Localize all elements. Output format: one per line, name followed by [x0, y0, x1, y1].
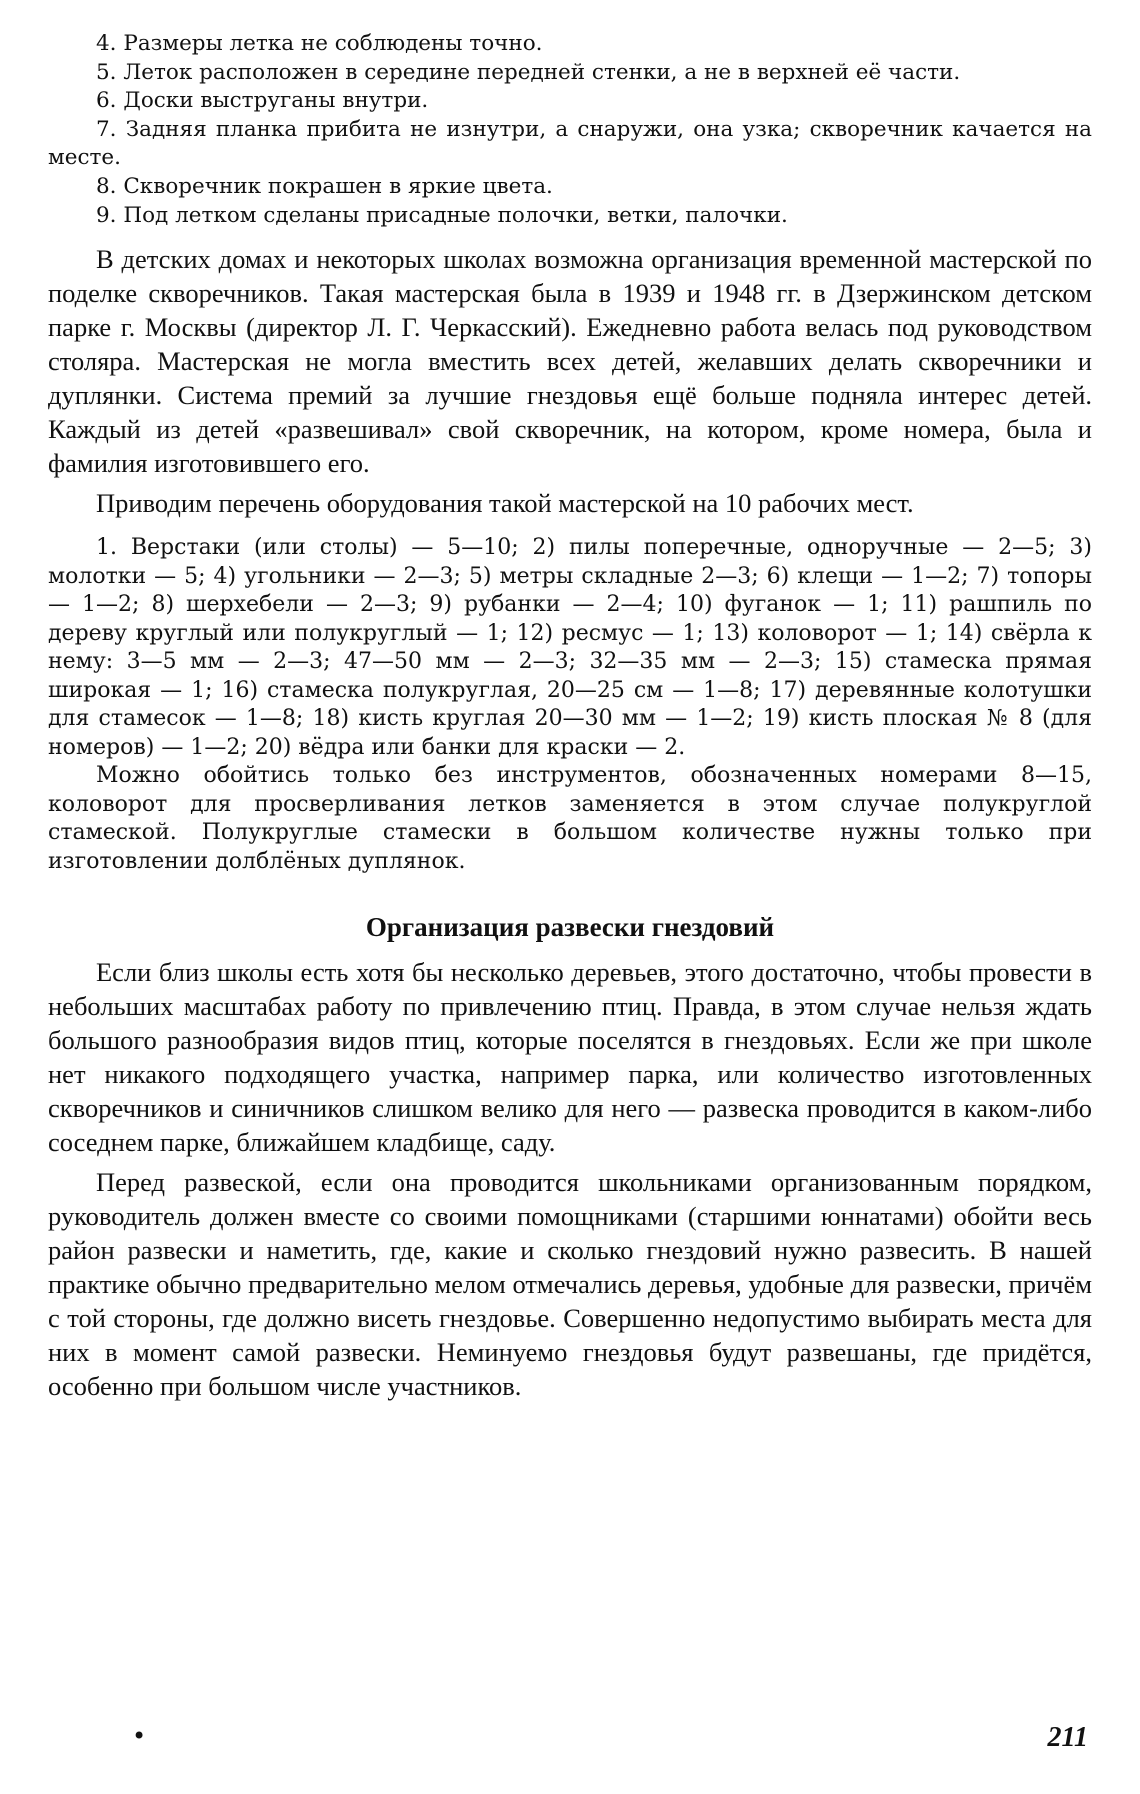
footer-mark: • — [132, 1722, 147, 1750]
list-item: 8. Скворечник покрашен в яркие цвета. — [96, 173, 553, 199]
list-item: 6. Доски выструганы внутри. — [96, 88, 429, 114]
list-item: 5. Леток расположен в середине передней стенки, а не в верхней её части. — [96, 59, 961, 85]
page-number: 211 — [1047, 1722, 1088, 1753]
equipment-list: 1. Верстаки (или столы) — 5—10; 2) пилы поперечные, одноручные — 2—5; 3) молотки — 5; 4) угольники — 2—3; 5) метры складные 2—3; 6) клещи — 1—2; 7) топоры — 1—2; 8) шерхебели — 2—3; 9) рубанки — 2—4; 10) фуганок — 1; 11) рашпиль по дереву круглый или полукруглый — 1; 12) ресмус — 1; 13) коловорот — 1; 14) свёрла к нему: 3—5 мм — 2—3; 47—50 мм — 2—3; 32—35 мм — 2—3; 15) стамеска прямая широкая — 1; 16) стамеска полукруглая, 20—25 см — 1—8; 17) деревянные колотушки для стамесок — 1—8; 18) кисть круглая 20—30 мм — 1—2; 19) кисть плоская № 8 (для номеров) — 1—2; 20) вёдра или банки для краски — 2. — [48, 535, 1092, 760]
paragraph-equipment-intro: Приводим перечень оборудования такой мастерской на 10 рабочих мест. — [96, 488, 914, 519]
page-footer — [0, 1722, 1140, 1762]
section-heading: Организация развески гнездовий — [365, 912, 775, 943]
paragraph-before-hanging: Перед развеской, если она проводится школьниками организованным порядком, руководитель должен вместе со своими помощниками (старшими юннатами) обойти весь район развески и наметить, где, какие и сколько гнездовий нужно развесить. В нашей практике обычно предварительно мелом отмечались деревья, удобные для развески, причём с той стороны, где должно висеть гнездовье. Совершенно недопустимо выбирать места для них в момент самой развески. Неминуемо гнездовья будут развешаны, где придётся, особенно при большом числе участников. — [48, 1167, 1092, 1402]
list-item: 7. Задняя планка прибита не изнутри, а снаружи, она узка; скворечник качается на месте. — [48, 116, 1092, 171]
equipment-note: Можно обойтись только без инструментов, обозначенных номерами 8—15, коловорот для просверливания летков заменяется в этом случае полукруглой стамеской. Полукруглые стамески в большом количестве нужны только при изготовлении долблёных дуплянок. — [48, 763, 1092, 874]
workshop-section — [48, 242, 1092, 520]
list-item: 4. Размеры летка не соблюдены точно. — [96, 31, 543, 56]
hanging-section — [48, 955, 1092, 1403]
defects-list — [48, 30, 1092, 230]
equipment-section — [48, 534, 1092, 876]
paragraph-trees: Если близ школы есть хотя бы несколько деревьев, этого достаточно, чтобы провести в небольших масштабах работу по привлечению птиц. Правда, в этом случае нельзя ждать большого разнообразия видов птиц, которые поселятся в гнездовьях. Если же при школе нет никакого подходящего участка, например парка, или количество изготовленных скворечников и синичников слишком велико для него — развеска проводится в каком-либо соседнем парке, ближайшем кладбище, саду. — [48, 957, 1092, 1158]
list-item: 9. Под летком сделаны присадные полочки, ветки, палочки. — [96, 202, 788, 228]
paragraph-workshop: В детских домах и некоторых школах возможна организация временной мастерской по поделке скворечников. Такая мастерская была в 1939 и 1948 гг. в Дзержинском детском парке г. Москвы (директор Л. Г. Черкасский). Ежедневно работа велась под руководством столяра. Мастерская не могла вместить всех детей, желавших делать скворечники и дуплянки. Система премий за лучшие гнездовья ещё больше подняла интерес детей. Каждый из детей «развешивал» свой скворечник, на котором, кроме номера, была и фамилия изготовившего его. — [48, 244, 1092, 479]
page-content — [48, 30, 1092, 1409]
